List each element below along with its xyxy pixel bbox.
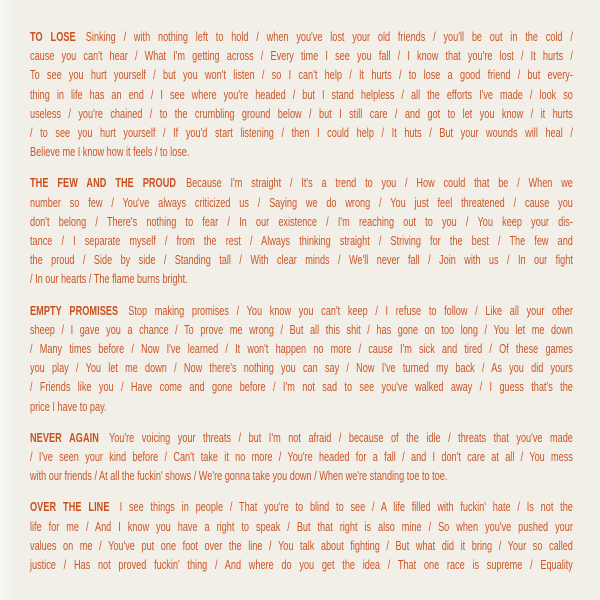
lyrics-line bbox=[30, 174, 573, 193]
lyrics-line bbox=[30, 302, 573, 321]
lyrics-line: / Many times before / Now I've learned / It won't happen no more / cause I'm sick and tired / Of these games bbox=[30, 342, 573, 357]
song-title: EMPTY PROMISES bbox=[30, 303, 119, 318]
song-block bbox=[30, 302, 573, 417]
lyrics-line: / to see you hurt yourself / If you'd start listening / then I could help / It huts / But your wounds will heal / bbox=[30, 126, 573, 141]
song-block bbox=[30, 28, 573, 162]
lyrics-text: You're voicing your threats / but I'm not afraid / because of the idle / threats that you've made bbox=[108, 430, 573, 445]
lyrics-line: number so few / You've always criticized us / Saying we do wrong / You just feel threatened / cause you bbox=[30, 195, 573, 210]
lyrics-sheet bbox=[30, 28, 573, 587]
lyrics-line: life for me / And I know you have a right to speak / But that right is also mine / So when you've pushed your bbox=[30, 519, 573, 534]
lyrics-line: with our friends / At all the fuckin' shows / We're gonna take you down / When we're standing toe to toe. bbox=[30, 469, 448, 484]
lyrics-line: justice / Has not proved fuckin' thing / And where do you get the idea / That one race is supreme / Equality bbox=[30, 558, 573, 573]
lyrics-line: Believe me I know how it feels / to lose. bbox=[30, 145, 190, 160]
lyrics-text: Because I'm straight / It's a trend to you / How could that be / When we bbox=[186, 176, 573, 191]
song-block bbox=[30, 429, 573, 487]
song-title: NEVER AGAIN bbox=[30, 430, 99, 445]
lyrics-line: useless / you're chained / to the crumbling ground below / but I still care / and got to let you know / it hurts bbox=[30, 106, 573, 121]
lyrics-line: you play / You let me down / Now there's nothing you can say / Now I've turned my back / As you did yours bbox=[30, 361, 573, 376]
lyrics-line: price I have to pay. bbox=[30, 399, 107, 414]
song-block bbox=[30, 498, 573, 575]
lyrics-line bbox=[30, 28, 573, 47]
song-block bbox=[30, 174, 573, 289]
lyrics-text: I see things in people / That you're to blind to see / A life filled with fuckin' hate / Is not the bbox=[119, 500, 573, 515]
lyrics-text: Sinking / with nothing left to hold / when you've lost your old friends / you'll be out in the cold / bbox=[85, 30, 573, 44]
lyrics-line bbox=[30, 429, 573, 448]
lyrics-line: don't belong / There's nothing to fear / In our existence / I'm reaching out to you / You keep your dis- bbox=[30, 214, 573, 229]
song-title: THE FEW AND THE PROUD bbox=[30, 176, 177, 191]
song-title: TO LOSE bbox=[30, 30, 76, 44]
lyrics-line: / Friends like you / Have come and gone before / I'm not sad to see you've walked away / I guess that's the bbox=[30, 380, 573, 395]
lyrics-line: To see you hurt yourself / but you won't listen / so I can't help / It hurts / to lose a good friend / but every- bbox=[30, 68, 573, 83]
song-title: OVER THE LINE bbox=[30, 500, 110, 515]
lyrics-line: tance / I separate myself / from the rest / Always thinking straight / Striving for the best / The few and bbox=[30, 234, 573, 249]
lyrics-line: thing in life has an end / I see where you're headed / but I stand helpless / all the efforts I've made / look so bbox=[30, 87, 573, 102]
lyrics-text: Stop making promises / You know you can't keep / I refuse to follow / Like all your other bbox=[128, 303, 573, 318]
lyrics-line: / In our hearts / The flame burns bright. bbox=[30, 272, 188, 287]
lyrics-line bbox=[30, 498, 573, 517]
lyrics-line: the proud / Side by side / Standing tall / With clear minds / We'll never fall / Join with us / In our fight bbox=[30, 253, 573, 268]
lyrics-line: sheep / I gave you a chance / To prove me wrong / But all this shit / has gone on too long / You let me down bbox=[30, 322, 573, 337]
lyrics-line: / I've seen your kind before / Can't take it no more / You're headed for a fall / and I don't care at all / You mess bbox=[30, 450, 573, 465]
lyrics-line: values on me / You've put one foot over the line / You talk about fighting / But what did it bring / Your so called bbox=[30, 538, 573, 553]
lyrics-line: cause you can't hear / What I'm getting across / Every time I see you fall / I know that you're lost / It hurts / bbox=[30, 49, 573, 64]
